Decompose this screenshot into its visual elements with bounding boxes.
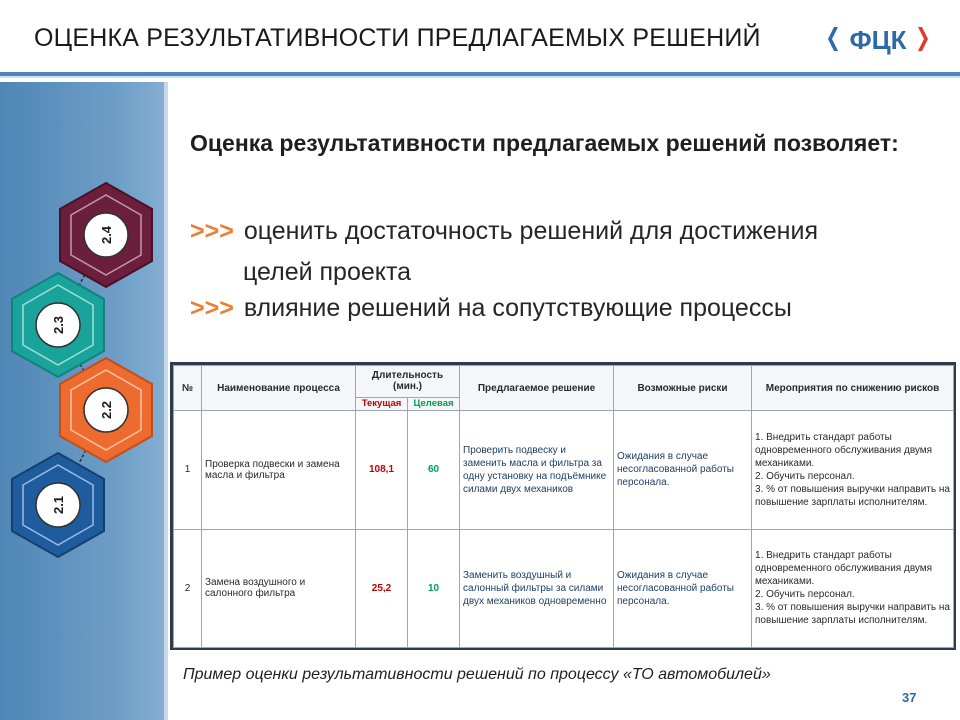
measure-item: 3. % от повышения выручки направить на повышение зарплаты исполнителям. bbox=[755, 602, 950, 627]
process-evaluation-table bbox=[170, 362, 956, 650]
measure-item: 2. Обучить персонал. bbox=[755, 589, 855, 601]
slide-header bbox=[0, 0, 960, 72]
col-header-target: Целевая bbox=[408, 397, 460, 410]
logo-text: ФЦК bbox=[849, 25, 907, 55]
bullet-2-text: влияние решений на сопутствующие процессы bbox=[243, 294, 792, 322]
col-header-risks: Возможные риски bbox=[614, 366, 752, 411]
col-header-solution: Предлагаемое решение bbox=[460, 366, 614, 411]
col-header-current: Текущая bbox=[356, 397, 408, 410]
hexagon-2-4-label: 2.4 bbox=[99, 225, 114, 245]
measure-item: 2. Обучить персонал. bbox=[755, 470, 855, 482]
col-header-process: Наименование процесса bbox=[202, 366, 356, 411]
hexagon-2-1 bbox=[12, 453, 104, 557]
page-number: 37 bbox=[902, 690, 917, 705]
row-risks: Ожидания в случае несогласованной работы персонала. bbox=[614, 529, 752, 648]
table-header-row bbox=[174, 366, 954, 398]
measure-item: 3. % от повышения выручки направить на повышение зарплаты исполнителям. bbox=[755, 483, 950, 508]
row-target: 60 bbox=[408, 411, 460, 530]
col-header-duration: Длительность (мин.) bbox=[356, 366, 460, 398]
hexagon-2-2-label: 2.2 bbox=[99, 400, 114, 420]
stage-hexagons bbox=[0, 160, 170, 580]
measure-item: 1. Внедрить стандарт работы одновременного обслуживания двумя механиками. bbox=[755, 550, 933, 588]
row-risks: Ожидания в случае несогласованной работы персонала. bbox=[614, 411, 752, 530]
row-num: 2 bbox=[174, 529, 202, 648]
hexagon-2-4 bbox=[60, 183, 152, 287]
hexagon-2-3-label: 2.3 bbox=[51, 315, 66, 335]
bullet-arrow: >>> bbox=[190, 217, 234, 245]
row-process: Проверка подвески и замена масла и фильтра bbox=[202, 411, 356, 530]
row-measures bbox=[752, 411, 954, 530]
fck-logo bbox=[826, 22, 930, 56]
bullet-item-2 bbox=[190, 289, 792, 327]
row-current: 25,2 bbox=[356, 529, 408, 648]
main-heading: Оценка результативности предлагаемых решений позволяет: bbox=[190, 130, 899, 156]
table-row bbox=[174, 411, 954, 530]
hexagon-2-1-label: 2.1 bbox=[51, 495, 66, 515]
bullet-arrow: >>> bbox=[190, 294, 234, 322]
col-header-measures: Мероприятия по снижению рисков bbox=[752, 366, 954, 411]
bullet-item-1 bbox=[190, 212, 818, 250]
row-num: 1 bbox=[174, 411, 202, 530]
col-header-num: № bbox=[174, 366, 202, 411]
header-divider-light bbox=[0, 76, 960, 78]
row-target: 10 bbox=[408, 529, 460, 648]
hexagon-2-2 bbox=[60, 358, 152, 462]
row-measures bbox=[752, 529, 954, 648]
row-solution: Заменить воздушный и салонный фильтры за силами двух механиков одновременно bbox=[460, 529, 614, 648]
bullet-1-continuation: целей проекта bbox=[243, 258, 412, 286]
row-process: Замена воздушного и салонного фильтра bbox=[202, 529, 356, 648]
row-solution: Проверить подвеску и заменить масла и фильтра за одну установку на подъёмнике силами двух механиков bbox=[460, 411, 614, 530]
bullet-1-text: оценить достаточность решений для достижения bbox=[243, 217, 818, 245]
row-current: 108,1 bbox=[356, 411, 408, 530]
measure-item: 1. Внедрить стандарт работы одновременного обслуживания двумя механиками. bbox=[755, 431, 933, 469]
table-row bbox=[174, 529, 954, 648]
hexagon-2-3 bbox=[12, 273, 104, 377]
table-caption: Пример оценки результативности решений по процессу «ТО автомобилей» bbox=[183, 666, 771, 683]
slide-title: ОЦЕНКА РЕЗУЛЬТАТИВНОСТИ ПРЕДЛАГАЕМЫХ РЕШЕНИЙ bbox=[34, 24, 761, 52]
